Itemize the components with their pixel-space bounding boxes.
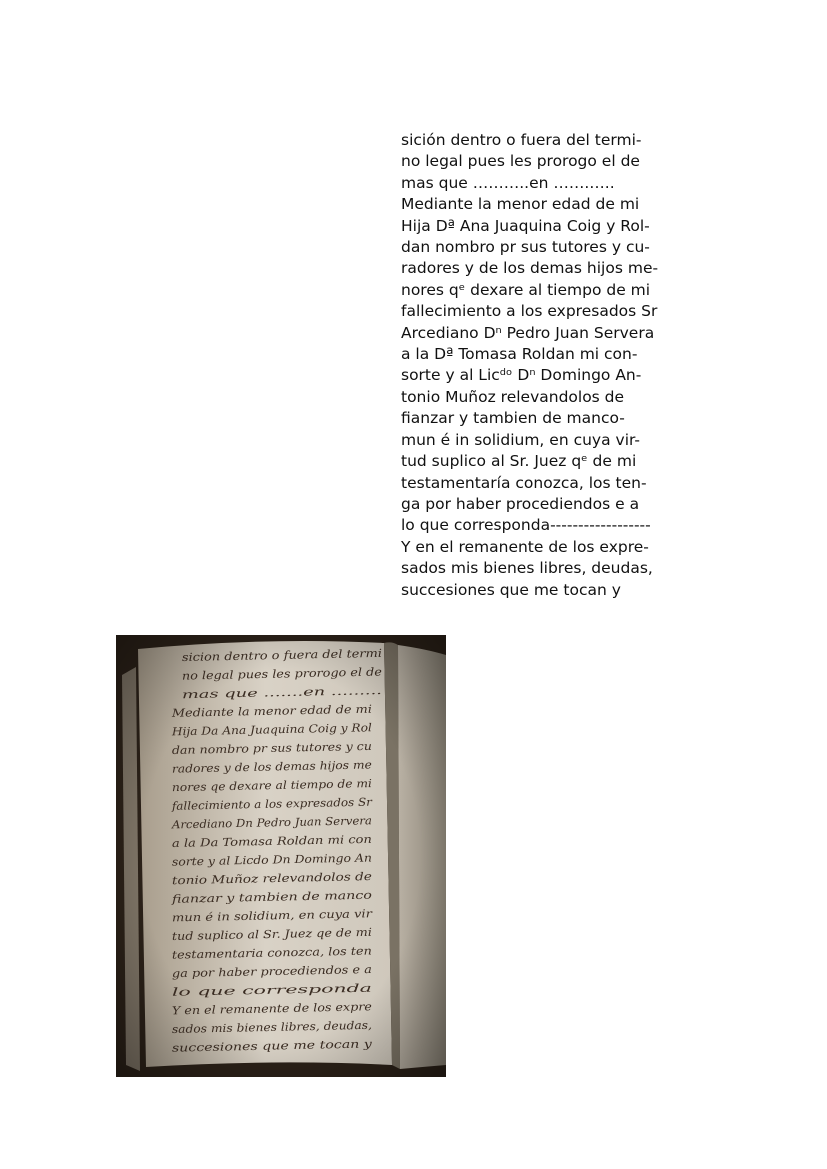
transcription-line: ga por haber procediendos e a <box>401 494 640 513</box>
transcription-line: testamentaría conozca, los ten- <box>401 473 647 492</box>
transcription-line: tud suplico al Sr. Juez qᵉ de mi <box>401 452 637 471</box>
transcription-line: Y en el remanente de los expre- <box>401 537 649 556</box>
transcription-line: Arcediano Dⁿ Pedro Juan Servera <box>401 323 655 342</box>
transcription-line: succesiones que me tocan y <box>401 580 621 599</box>
transcription-line: fianzar y tambien de manco- <box>401 409 625 428</box>
transcription-line: sición dentro o fuera del termi- <box>401 131 642 149</box>
photo-vignette <box>116 635 446 1077</box>
transcription-text <box>401 130 701 601</box>
transcription-line: fallecimiento a los expresados Sr <box>401 302 658 321</box>
transcription-line: a la Dª Tomasa Roldan mi con- <box>401 345 638 364</box>
transcription-line: radores y de los demas hijos me- <box>401 259 659 278</box>
transcription-line: dan nombro pr sus tutores y cu- <box>401 238 650 257</box>
transcription-line: mas que ………..en …….….. <box>401 173 615 192</box>
transcription-line: no legal pues les prorogo el de <box>401 152 640 171</box>
transcription-line: Hija Dª Ana Juaquina Coig y Rol- <box>401 216 650 235</box>
transcription-line: sados mis bienes libres, deudas, <box>401 559 653 578</box>
transcription-line: Mediante la menor edad de mi <box>401 195 640 214</box>
transcription-line: lo que corresponda------------------ <box>401 516 651 535</box>
transcription-line: nores qᵉ dexare al tiempo de mi <box>401 280 651 299</box>
transcription-line: tonio Muñoz relevandolos de <box>401 387 625 406</box>
transcription-line: sorte y al Licᵈᵒ Dⁿ Domingo An- <box>401 366 642 385</box>
manuscript-photo <box>116 635 446 1077</box>
transcription-line: mun é in solidium, en cuya vir- <box>401 430 640 449</box>
